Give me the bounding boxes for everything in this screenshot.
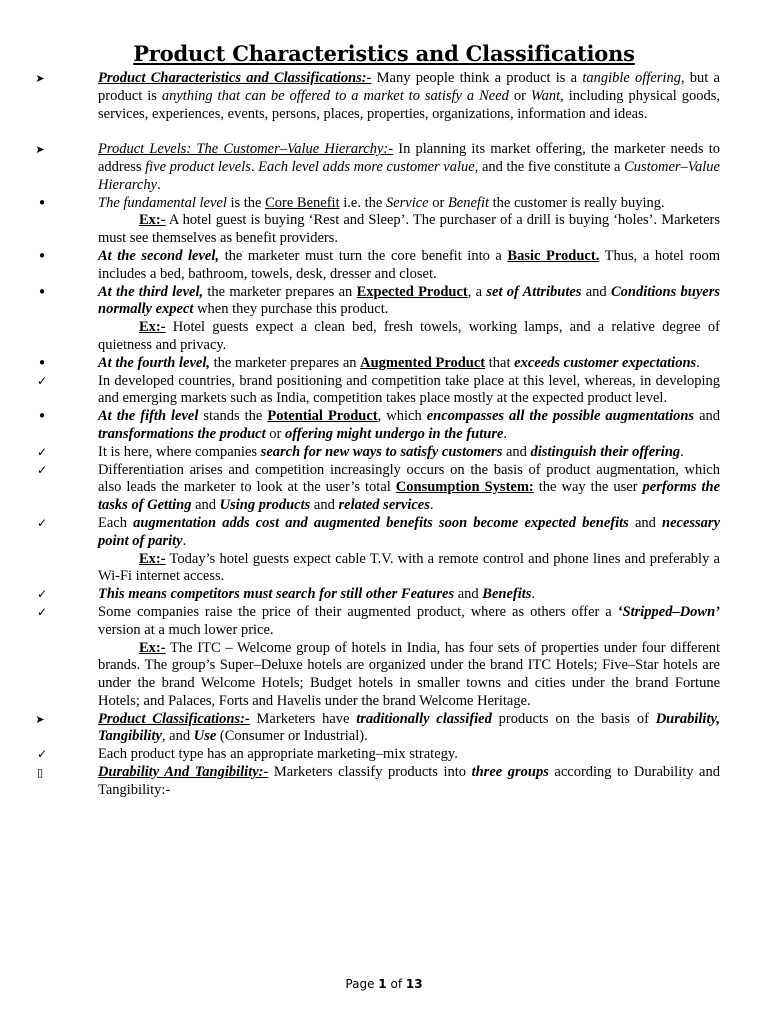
section-heading: Product Classifications:- [98,710,250,727]
section-heading: Product Levels: The Customer–Value Hierarchy:- [98,141,394,158]
section-durability-tangibility: ▯ Durability And Tangibility:- Marketers classify products into three groups according to Durability and Tangibility:- [98,764,720,800]
dot-bullet-icon: • [37,353,47,372]
section-product-classifications: ➤ Product Classifications:- Marketers have traditionally classified products on the basis of Durability, Tangibility, and Use (Consumer or Industrial). [98,711,720,747]
term-augmented-product: Augmented Product [360,354,486,371]
dot-bullet-icon: • [37,407,47,426]
example-label: Ex:- [139,319,166,336]
check-item: ✓ Each product type has an appropriate marketing–mix strategy. [98,746,720,764]
check-item: ✓ Differentiation arises and competition increasingly occurs on the basis of product augmentation, which also leads the marketer to look at the user’s total Consumption System: the way the user performs the tasks of Getting and Using products and related services. [98,462,720,515]
example-paragraph: Ex:- The ITC – Welcome group of hotels in India, has four sets of properties under four different brands. The group’s Super–Deluxe hotels are organized under the brand ITC Hotels; Five–Star hotels are under the brand Welcome Hotels; Budget hotels in smaller towns and cities under the brand Fortune Hotels; and Palaces, Forts and Havelis under the brand Welcome Heritage. [98,639,720,709]
document-body [35,70,721,800]
section-heading: Product Characteristics and Classifications:- [98,70,372,86]
term-basic-product: Basic Product. [507,247,600,264]
list-item-expected-product: • At the third level, the marketer prepares an Expected Product, a set of Attributes and Conditions buyers normally expect when they purchase this product. [98,284,720,320]
section-product-levels: ➤ Product Levels: The Customer–Value Hierarchy:- In planning its market offering, the marketer needs to address five product levels. Each level adds more customer value, and the five constitute a Customer–Value Hierarchy. [98,141,720,194]
term-consumption-system: Consumption System: [395,479,534,496]
dot-bullet-icon: • [37,282,47,301]
page-title: Product Characteristics and Classifications [133,41,635,66]
arrow-bullet-icon: ➤ [35,72,45,85]
checkmark-icon: ✓ [36,462,48,477]
dot-bullet-icon: • [37,193,47,212]
arrow-bullet-icon: ➤ [35,143,45,157]
checkmark-icon: ✓ [36,373,48,388]
term-expected-product: Expected Product [356,283,468,300]
dot-bullet-icon: • [37,246,47,265]
example-label: Ex:- [139,212,166,229]
list-item-potential-product: • At the fifth level stands the Potential Product, which encompasses all the possible augmentations and transformations the product or offering might undergo in the future. [98,408,720,444]
term-core-benefit: Core Benefit [265,194,340,211]
checkmark-icon: ✓ [36,444,48,459]
term-potential-product: Potential Product [267,408,378,425]
checkmark-icon: ✓ [36,515,48,530]
list-item-core-benefit: • The fundamental level is the Core Benefit i.e. the Service or Benefit the customer is really buying. [98,195,720,213]
example-label: Ex:- [139,639,166,656]
example-paragraph: Ex:- Hotel guests expect a clean bed, fresh towels, working lamps, and a relative degree of quietness and privacy. [98,319,720,353]
list-item-augmented-product: • At the fourth level, the marketer prepares an Augmented Product that exceeds customer expectations. [98,355,720,373]
section-heading: Durability And Tangibility:- [98,764,269,781]
check-item: ✓ In developed countries, brand positioning and competition take place at this level, whereas, in developing and emerging markets such as India, competition takes place mostly at the expected product level. [98,373,720,409]
example-paragraph: Ex:- A hotel guest is buying ‘Rest and Sleep’. The purchaser of a drill is buying ‘holes’. Marketers must see themselves as benefit providers. [98,212,720,247]
list-item-basic-product: • At the second level, the marketer must turn the core benefit into a Basic Product. Thus, a hotel room includes a bed, bathroom, towels, desk, dresser and closet. [98,248,720,284]
arrow-bullet-icon: ➤ [35,712,45,726]
example-label: Ex:- [139,550,166,567]
box-bullet-icon: ▯ [36,766,44,780]
example-paragraph: Ex:- Today’s hotel guests expect cable T.V. with a remote control and phone lines and preferably a Wi-Fi internet access. [98,550,720,585]
checkmark-icon: ✓ [36,604,48,619]
checkmark-icon: ✓ [36,587,48,602]
section-product-characteristics: ➤ Product Characteristics and Classifications:- Many people think a product is a tangible offering, but a product is anything that can be offered to a market to satisfy a Need or Want, including physical goods, services, experiences, events, persons, places, properties, organizations, information and ideas. [98,70,720,123]
checkmark-icon: ✓ [36,747,48,762]
check-item: ✓ It is here, where companies search for new ways to satisfy customers and distinguish their offering. [98,444,720,462]
check-item: ✓ This means competitors must search for still other Features and Benefits. [98,586,720,604]
check-item: ✓ Some companies raise the price of their augmented product, where as others offer a ‘Stripped–Down’ version at a much lower price. [98,604,720,640]
check-item: ✓ Each augmentation adds cost and augmented benefits soon become expected benefits and necessary point of parity. [98,515,720,551]
page-number-footer: Page 1 of 13 [345,977,423,991]
